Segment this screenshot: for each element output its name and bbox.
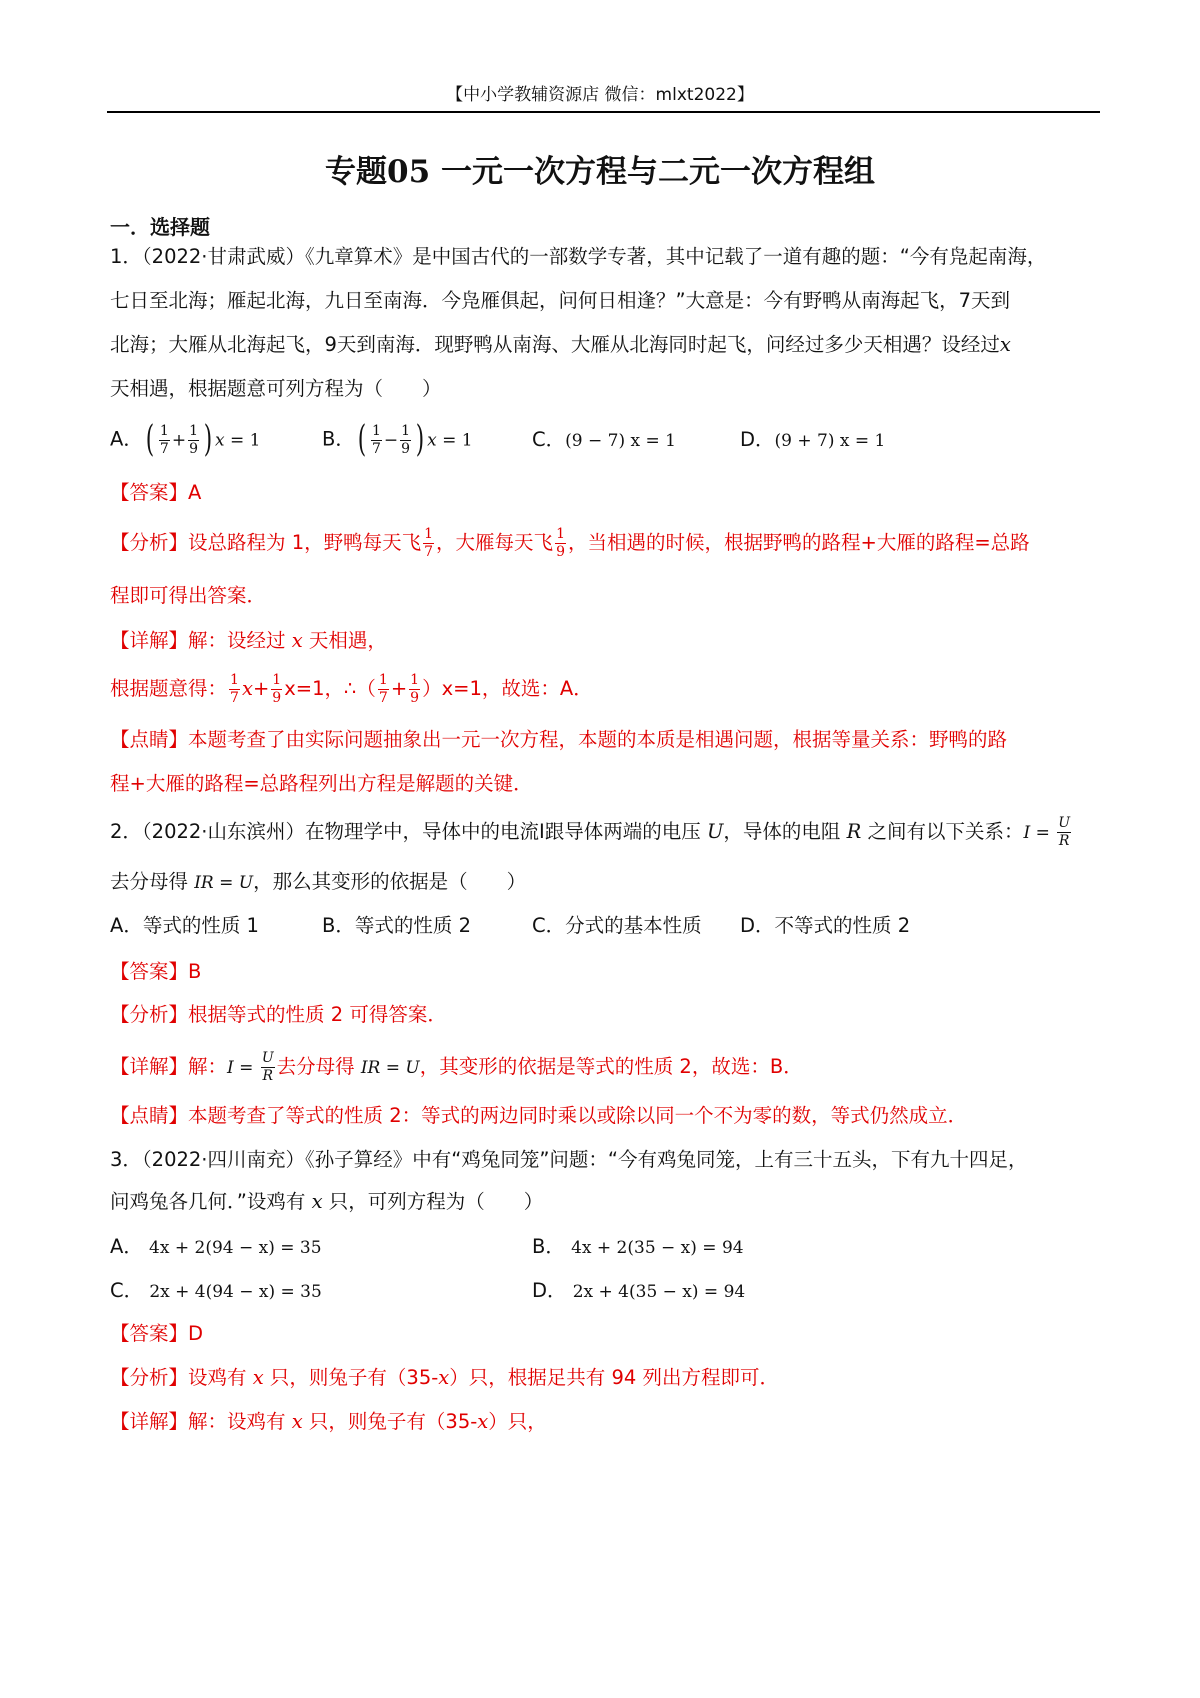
page-title: 专题05 一元一次方程与二元一次方程组 bbox=[325, 154, 875, 190]
q1-option-b: B．( $\frac{1}{7}$ − $\frac{1}{9}$ ) x = 1 bbox=[322, 419, 473, 460]
q3-option-c: C． 2x + 4(94 − x) = 35 bbox=[110, 1279, 322, 1302]
q1-line-1: 1．（2022·甘肃武威）《九章算术》是中国古代的一部数学专著，其中记载了一道有趣的题：“今有凫起南海， bbox=[110, 245, 1047, 268]
q2-detail: 【详解】解：I = $\frac{U}{R}$ 去分母得 IR = U，其变形的依据是等式的性质 2，故选：B． bbox=[110, 1050, 803, 1084]
q2-option-c: C．分式的基本性质 bbox=[532, 914, 702, 937]
q2-option-d: D．不等式的性质 2 bbox=[740, 914, 911, 937]
q3-option-d: D． 2x + 4(35 − x) = 94 bbox=[532, 1279, 746, 1302]
q1-option-a: A．( $\frac{1}{7}$ + $\frac{1}{9}$ ) x = 1 bbox=[110, 419, 261, 460]
q1-line-4: 天相遇，根据题意可列方程为（ ） bbox=[110, 377, 442, 400]
q2-point: 【点睛】本题考查了等式的性质 2：等式的两边同时乘以或除以同一个不为零的数，等式仍然成立． bbox=[110, 1104, 968, 1127]
q1-line-3: 北海；大雁从北海起飞，9天到南海．现野鸭从南海、大雁从北海同时起飞，问经过多少天相遇？设经过x bbox=[110, 333, 1011, 356]
q1-detail: 【详解】解：设经过 x 天相遇， bbox=[110, 629, 387, 652]
q3-line-2: 问鸡兔各几何．”设鸡有 x 只，可列方程为（ ） bbox=[110, 1190, 544, 1213]
q3-option-b: B． 4x + 2(35 − x) = 94 bbox=[532, 1235, 744, 1258]
q2-option-b: B．等式的性质 2 bbox=[322, 914, 471, 937]
q2-line-1: 2．（2022·山东滨州）在物理学中，导体中的电流Ⅰ跟导体两端的电压 U，导体的电阻 R 之间有以下关系：I = $\frac{U}{R}$ bbox=[110, 815, 1071, 849]
q1-option-d: D．(9 + 7) x = 1 bbox=[740, 428, 886, 451]
q1-analysis: 【分析】设总路程为 1，野鸭每天飞 $\frac{1}{7}$ ，大雁每天飞 $\frac{1}{9}$ ，当相遇的时候，根据野鸭的路程+大雁的路程=总路 bbox=[110, 526, 1030, 560]
q2-analysis: 【分析】根据等式的性质 2 可得答案． bbox=[110, 1003, 447, 1026]
q1-option-c: C．(9 − 7) x = 1 bbox=[532, 428, 676, 451]
page-header: 【中小学教辅资源店 微信：mlxt2022】 bbox=[446, 85, 754, 105]
q3-analysis: 【分析】设鸡有 x 只，则兔子有（35-x）只，根据足共有 94 列出方程即可． bbox=[110, 1366, 779, 1389]
q1-answer: 【答案】A bbox=[110, 481, 202, 504]
q3-detail: 【详解】解：设鸡有 x 只，则兔子有（35-x）只， bbox=[110, 1410, 547, 1433]
q1-line-2: 七日至北海；雁起北海，九日至南海．今凫雁俱起，问何日相逢？”大意是：今有野鸭从南海起飞，7天到 bbox=[110, 289, 1011, 312]
q1-analysis-cont: 程即可得出答案． bbox=[110, 584, 267, 607]
q3-option-a: A． 4x + 2(94 − x) = 35 bbox=[110, 1235, 322, 1258]
q3-answer: 【答案】D bbox=[110, 1322, 204, 1345]
header-divider bbox=[107, 111, 1100, 113]
q2-option-a: A．等式的性质 1 bbox=[110, 914, 259, 937]
section-heading: 一．选择题 bbox=[110, 215, 210, 239]
q1-detail-equation: 根据题意得： $\frac{1}{7}$ x+ $\frac{1}{9}$ x=1，∴（ $\frac{1}{7}$ + $\frac{1}{9}$ ）x=1，故选：A． bbox=[110, 672, 593, 706]
q3-line-1: 3．（2022·四川南充）《孙子算经》中有“鸡兔同笼”问题：“今有鸡兔同笼，上有三十五头，下有九十四足， bbox=[110, 1148, 1028, 1171]
q2-line-2: 去分母得 IR = U，那么其变形的依据是（ ） bbox=[110, 870, 527, 893]
q1-point-cont: 程+大雁的路程=总路程列出方程是解题的关键． bbox=[110, 772, 533, 795]
q1-point: 【点睛】本题考查了由实际问题抽象出一元一次方程，本题的本质是相遇问题，根据等量关系：野鸭的路 bbox=[110, 728, 1008, 751]
q2-answer: 【答案】B bbox=[110, 960, 202, 983]
